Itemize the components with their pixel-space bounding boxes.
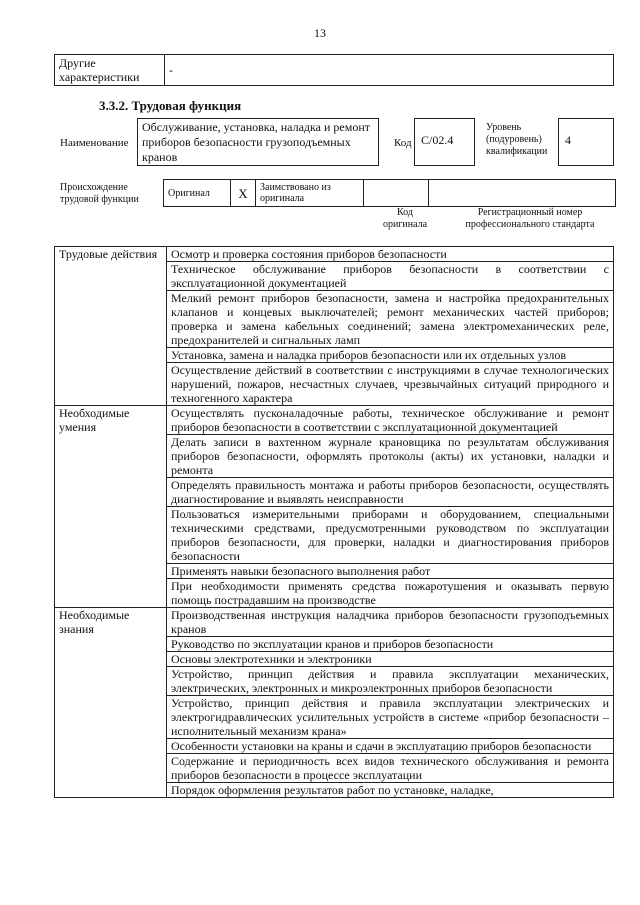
item-cell: Применять навыки безопасного выполнения работ xyxy=(167,564,614,579)
item-cell: Техническое обслуживание приборов безопасности в соответствии с эксплуатационной документацией xyxy=(167,262,614,291)
name-label: Наименование xyxy=(60,137,129,149)
category-cell: Трудовые действия xyxy=(55,247,167,406)
level-label: Уровень (подуровень) квалификации xyxy=(486,122,548,157)
item-cell: Содержание и периодичность всех видов технического обслуживания и ремонта приборов безопасности в процессе эксплуатации xyxy=(167,754,614,783)
origin-label: Происхождение трудовой функции xyxy=(60,182,139,205)
code-label: Код xyxy=(394,137,412,149)
item-cell: Производственная инструкция наладчика приборов безопасности грузоподъемных кранов xyxy=(167,608,614,637)
table-row xyxy=(55,406,614,435)
item-cell: Порядок оформления результатов работ по установке, наладке, xyxy=(167,783,614,798)
table-row xyxy=(55,608,614,637)
other-characteristics-value: - xyxy=(165,55,614,86)
item-cell: Делать записи в вахтенном журнале крановщика по результатам обслуживания приборов безопасности, оформлять протоколы (акты) их установки, наладки и ремонта xyxy=(167,435,614,478)
item-cell: Установка, замена и наладка приборов безопасности или их отдельных узлов xyxy=(167,348,614,363)
origin-table xyxy=(163,179,616,207)
page-number: 13 xyxy=(314,26,326,40)
item-cell: Определять правильность монтажа и работы приборов безопасности, осуществлять диагностирование и выявлять неисправности xyxy=(167,478,614,507)
item-cell: Пользоваться измерительными приборами и оборудованием, специальными техническими средствами, предусмотренными руководством по эксплуатации приборов безопасности, для проверки, наладки и диагностирования приборов безопасности xyxy=(167,507,614,564)
item-cell: Осмотр и проверка состояния приборов безопасности xyxy=(167,247,614,262)
borrowed-label: Заимствовано из оригинала xyxy=(256,180,364,207)
item-cell: При необходимости применять средства пожаротушения и оказывать первую помощь пострадавшим на производстве xyxy=(167,579,614,608)
registration-number-cell xyxy=(429,180,616,207)
item-cell: Руководство по эксплуатации кранов и приборов безопасности xyxy=(167,637,614,652)
item-cell: Устройство, принцип действия и правила эксплуатации механических, электрических, электронных и микроэлектронных приборов безопасности xyxy=(167,667,614,696)
section-title: 3.3.2. Трудовая функция xyxy=(99,98,242,113)
item-cell: Мелкий ремонт приборов безопасности, замена и настройка предохранительных клапанов и концевых выключателей; ремонт механических частей приборов; проверка и замена кабельных соединений; замена электромеханических реле, предохранителей и сигнальных ламп xyxy=(167,291,614,348)
item-cell: Особенности установки на краны и сдачи в эксплуатацию приборов безопасности xyxy=(167,739,614,754)
original-label: Оригинал xyxy=(164,180,231,207)
other-characteristics-label: Другие характеристики xyxy=(55,55,165,86)
level-value: 4 xyxy=(558,118,614,166)
category-cell: Необходимые умения xyxy=(55,406,167,608)
registration-caption: Регистрационный номер профессионального стандарта xyxy=(465,207,595,230)
item-cell: Устройство, принцип действия и правила эксплуатации электрических и электрогидравлических усилительных устройств в системе «прибор безопасности – исполнительный механизм крана» xyxy=(167,696,614,739)
function-code: С/02.4 xyxy=(414,118,475,166)
item-cell: Основы электротехники и электроники xyxy=(167,652,614,667)
item-cell: Осуществлять пусконаладочные работы, техническое обслуживание и ремонт приборов безопасности в соответствии с эксплуатационной документацией xyxy=(167,406,614,435)
table-row xyxy=(55,247,614,262)
item-cell: Осуществление действий в соответствии с инструкциями в случае технологических нарушений, пожаров, несчастных случаев, чрезвычайных ситуаций природного и техногенного характера xyxy=(167,363,614,406)
code-caption: Код оригинала xyxy=(382,207,428,230)
category-cell: Необходимые знания xyxy=(55,608,167,798)
function-name: Обслуживание, установка, наладка и ремонт приборов безопасности грузоподъемных кранов xyxy=(137,118,379,166)
labor-function-table xyxy=(54,246,614,798)
original-mark: X xyxy=(231,180,256,207)
original-code-cell xyxy=(364,180,429,207)
other-characteristics-table xyxy=(54,54,614,86)
